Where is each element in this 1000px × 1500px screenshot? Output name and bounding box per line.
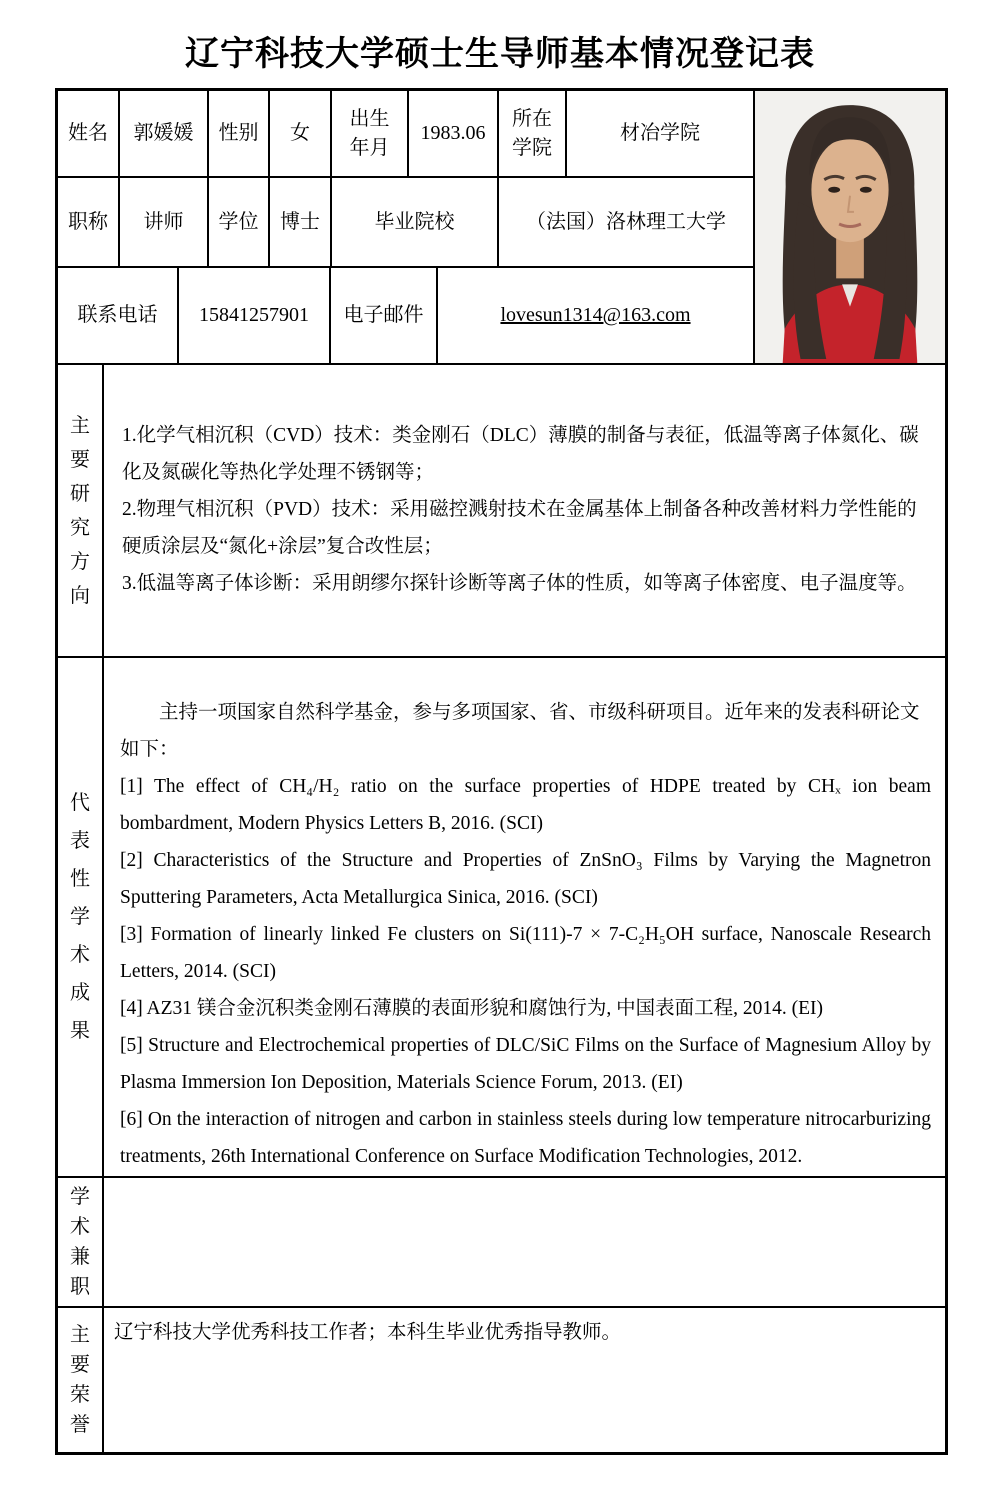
page-title: 辽宁科技大学硕士生导师基本情况登记表 <box>185 36 815 73</box>
name-label: 姓名 <box>58 91 120 176</box>
college-value: 材冶学院 <box>620 122 700 144</box>
gender-value: 女 <box>270 91 332 176</box>
school-label: 毕业院校 <box>332 178 499 266</box>
academic-posts-section-label <box>58 1178 104 1306</box>
degree-value: 博士 <box>270 178 332 266</box>
honors-section <box>58 1308 945 1452</box>
college-label-text: 所在学院 <box>512 107 552 159</box>
publication-item: [1] The effect of CH₄/H₂ ratio on the surface properties of HDPE treated by CHₓ ion beam bombardment, Modern Physics Letters B, 2016. (SCI) <box>120 776 931 834</box>
email-link[interactable]: lovesun1314@163.com <box>500 304 691 326</box>
publication-item: [2] Characteristics of the Structure and Properties of ZnSnO₃ Films by Varying the Magnetron Sputtering Parameters, Acta Metallurgica Sinica, 2016. (SCI) <box>120 850 931 908</box>
academic-posts-label-text: 学术兼职 <box>70 1186 90 1298</box>
photo-cell <box>755 91 945 363</box>
publication-item: [5] Structure and Electrochemical properties of DLC/SiC Films on the Surface of Magnesium Alloy by Plasma Immersion Ion Deposition, Materials Science Forum, 2013. (EI) <box>120 1035 931 1093</box>
honors-section-label <box>58 1308 104 1452</box>
job-title-value: 讲师 <box>120 178 209 266</box>
research-item: 1.化学气相沉积（CVD）技术：类金刚石（DLC）薄膜的制备与表征，低温等离子体氮化、碳化及氮碳化等热化学处理不锈钢等； <box>122 425 919 483</box>
birth-label <box>332 91 409 176</box>
research-section <box>58 365 945 658</box>
email-value <box>438 268 753 363</box>
portrait-photo <box>755 91 945 363</box>
email-label: 电子邮件 <box>331 268 438 363</box>
honors-content: 辽宁科技大学优秀科技工作者；本科生毕业优秀指导教师。 <box>114 1322 622 1343</box>
honors-label-text: 主要荣誉 <box>70 1324 90 1436</box>
publication-item: [6] On the interaction of nitrogen and carbon in stainless steels during low temperature nitrocarburizing treatments, 26th International Conference on Surface Modification Technologies, 2012. <box>120 1109 931 1167</box>
basic-info-rows <box>58 91 755 363</box>
school-value: （法国）洛林理工大学 <box>526 210 726 233</box>
table-row <box>58 91 753 178</box>
achievements-label-text: 代表性学术成果 <box>70 792 90 1042</box>
birth-label-text: 出生年月 <box>349 107 390 159</box>
publication-item: [4] AZ31 镁合金沉积类金刚石薄膜的表面形貌和腐蚀行为, 中国表面工程, 2014. (EI) <box>120 998 824 1019</box>
gender-label: 性别 <box>209 91 270 176</box>
table-row <box>58 268 753 363</box>
college-label <box>499 91 567 176</box>
registration-form-table <box>55 88 948 1455</box>
phone-label: 联系电话 <box>58 268 179 363</box>
achievements-intro: 主持一项国家自然科学基金，参与多项国家、省、市级科研项目。近年来的发表科研论文如下： <box>120 702 920 760</box>
research-item: 2.物理气相沉积（PVD）技术：采用磁控溅射技术在金属基体上制备各种改善材料力学性能的硬质涂层及“氮化+涂层”复合改性层； <box>122 499 917 557</box>
basic-info-block <box>58 91 945 365</box>
academic-posts-section <box>58 1178 945 1308</box>
research-item: 3.低温等离子体诊断：采用朗缪尔探针诊断等离子体的性质，如等离子体密度、电子温度等。 <box>122 573 917 594</box>
degree-label: 学位 <box>209 178 270 266</box>
research-content <box>104 365 945 656</box>
achievements-content <box>104 658 945 1176</box>
academic-posts-content <box>104 1178 945 1306</box>
achievements-section-label <box>58 658 104 1176</box>
research-section-label <box>58 365 104 656</box>
birth-value: 1983.06 <box>409 91 499 176</box>
publication-item: [3] Formation of linearly linked Fe clusters on Si(111)-7 × 7-C₂H₅OH surface, Nanoscale Research Letters, 2014. (SCI) <box>120 924 931 982</box>
phone-value: 15841257901 <box>179 268 331 363</box>
research-label-text: 主要研究方向 <box>70 414 90 607</box>
achievements-section <box>58 658 945 1178</box>
name-value: 郭媛媛 <box>120 91 209 176</box>
job-title-label: 职称 <box>58 178 120 266</box>
table-row <box>58 178 753 268</box>
